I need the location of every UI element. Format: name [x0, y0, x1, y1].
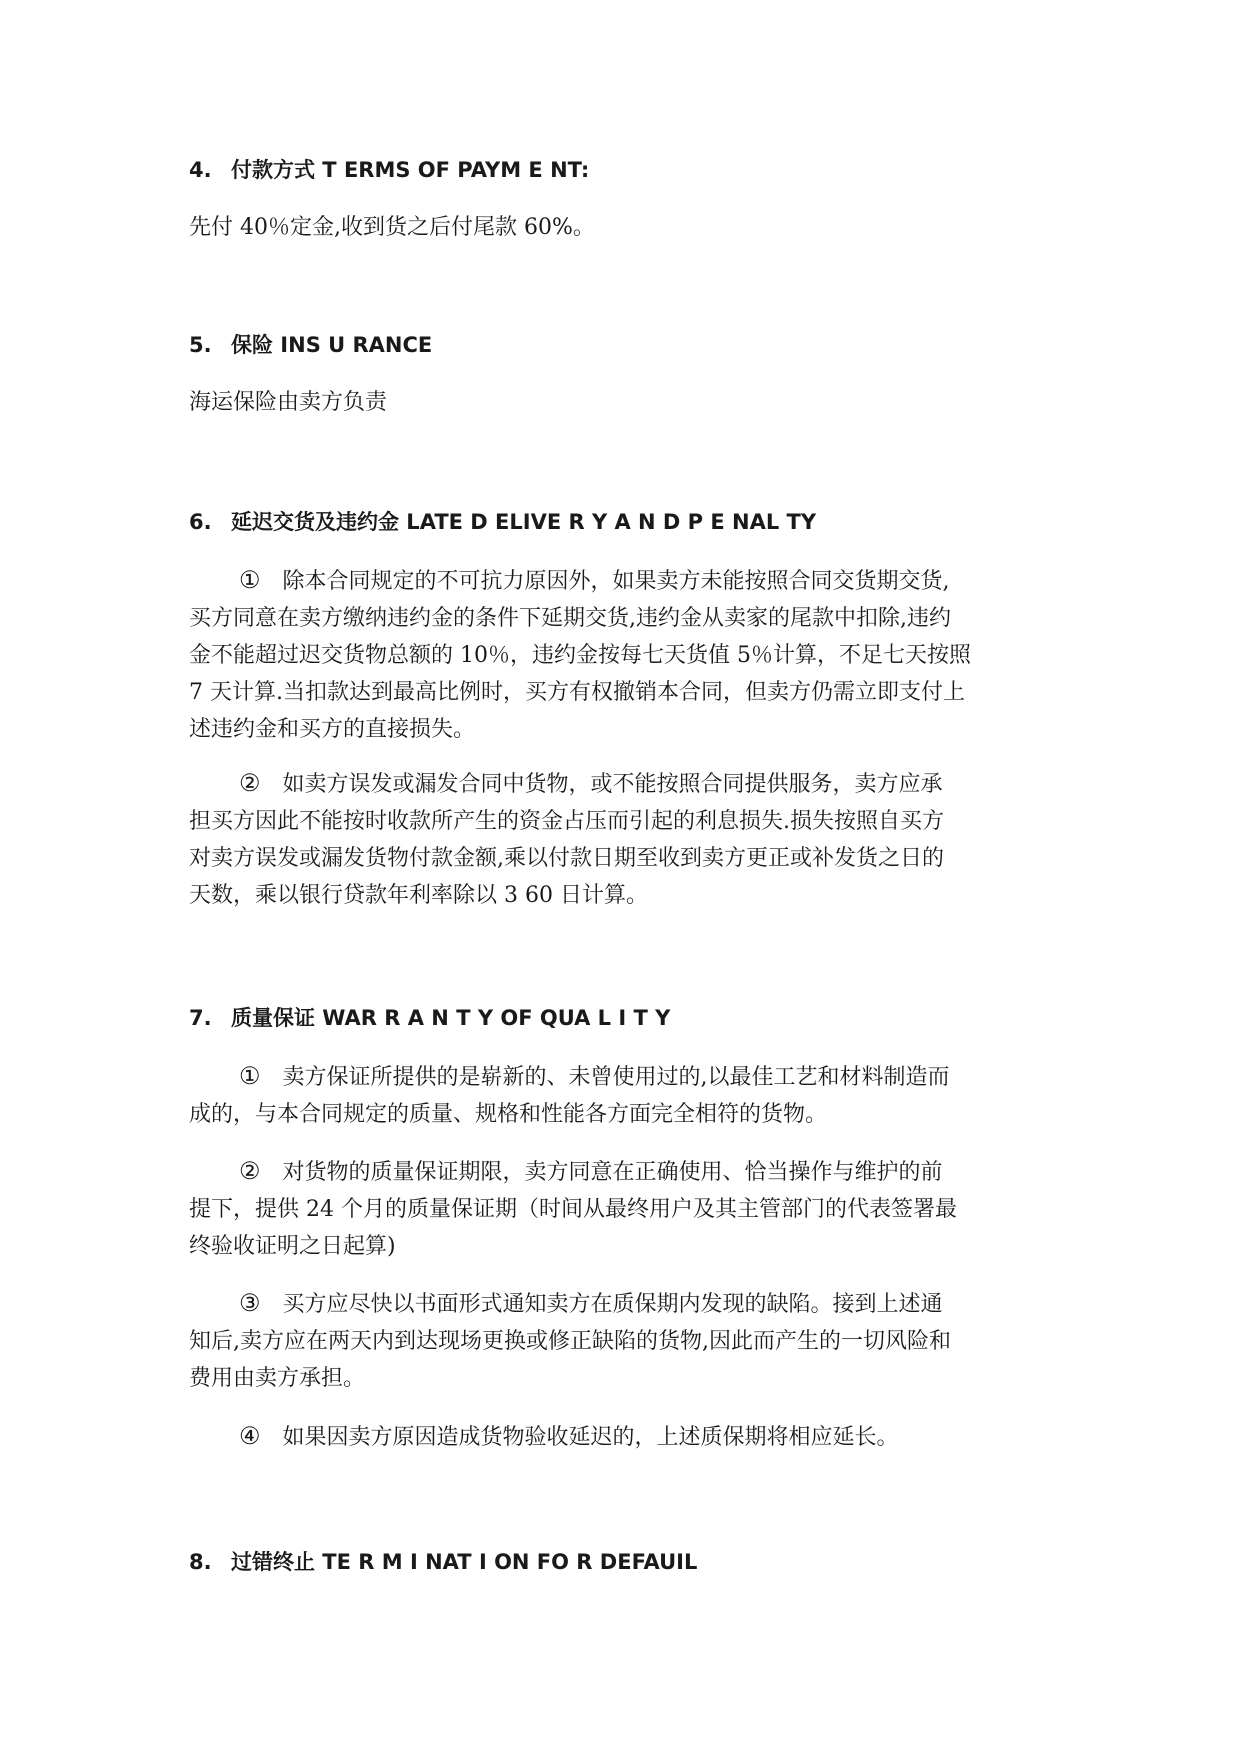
paragraph-line: 述违约金和买方的直接损失。: [189, 717, 476, 742]
paragraph-line: 费用由卖方承担。: [189, 1366, 366, 1391]
paragraph-line: 天数，乘以银行贷款年利率除以 3 60 日计算。: [189, 883, 648, 908]
paragraph-line: ① 除本合同规定的不可抗力原因外，如果卖方未能按照合同交货期交货,: [189, 562, 1053, 600]
section-6-paragraph-2: [189, 765, 1053, 914]
paragraph-line: 7 天计算.当扣款达到最高比例时，买方有权撤销本合同，但卖方仍需立即支付上: [189, 680, 965, 705]
section-title: 付款方式 T ERMS OF PAYM E NT:: [231, 158, 590, 182]
section-4-heading: [189, 155, 589, 185]
paragraph-line: 终验收证明之日起算): [189, 1234, 396, 1259]
section-5-heading: [189, 330, 432, 360]
section-number: 5.: [189, 333, 212, 357]
circled-number-2: ②: [239, 769, 261, 797]
section-7-paragraph-4: [189, 1418, 1053, 1456]
circled-number-1: ①: [239, 1062, 261, 1090]
section-title: 延迟交货及违约金 LATE D ELIVE R Y A N D P E NAL TY: [231, 510, 817, 534]
circled-number-3: ③: [239, 1289, 261, 1317]
section-6-paragraph-1: [189, 562, 1053, 748]
circled-number-4: ④: [239, 1422, 261, 1450]
paragraph-line: ④ 如果因卖方原因造成货物验收延迟的，上述质保期将相应延长。: [189, 1418, 1053, 1456]
paragraph-line: ① 卖方保证所提供的是崭新的、未曾使用过的,以最佳工艺和材料制造而: [189, 1058, 1053, 1096]
paragraph-line: 对卖方误发或漏发货物付款金额,乘以付款日期至收到卖方更正或补发货之日的: [189, 846, 944, 871]
section-6-heading: [189, 507, 816, 537]
section-title: 质量保证 WAR R A N T Y OF QUA L I T Y: [231, 1006, 671, 1030]
section-8-heading: [189, 1547, 697, 1577]
section-7-paragraph-2: [189, 1153, 1053, 1265]
paragraph-line: ② 对货物的质量保证期限，卖方同意在正确使用、恰当操作与维护的前: [189, 1153, 1053, 1191]
section-number: 8.: [189, 1550, 212, 1574]
paragraph-line: 提下，提供 24 个月的质量保证期（时间从最终用户及其主管部门的代表签署最: [189, 1197, 957, 1222]
section-5-body: 海运保险由卖方负责: [189, 390, 388, 415]
section-number: 4.: [189, 158, 212, 182]
section-4-body: 先付 40％定金,收到货之后付尾款 60%。: [189, 215, 595, 240]
paragraph-line: ③ 买方应尽快以书面形式通知卖方在质保期内发现的缺陷。接到上述通: [189, 1285, 1053, 1323]
circled-number-1: ①: [239, 566, 261, 594]
paragraph-line: 知后,卖方应在两天内到达现场更换或修正缺陷的货物,因此而产生的一切风险和: [189, 1329, 951, 1354]
section-7-paragraph-1: [189, 1058, 1053, 1133]
paragraph-line: 买方同意在卖方缴纳违约金的条件下延期交货,违约金从卖家的尾款中扣除,违约: [189, 606, 951, 631]
circled-number-2: ②: [239, 1157, 261, 1185]
section-title: 过错终止 TE R M I NAT I ON FO R DEFAUIL: [231, 1550, 698, 1574]
section-number: 6.: [189, 510, 212, 534]
section-number: 7.: [189, 1006, 212, 1030]
paragraph-line: 担买方因此不能按时收款所产生的资金占压而引起的利息损失.损失按照自买方: [189, 809, 944, 834]
paragraph-line: 金不能超过迟交货物总额的 10％，违约金按每七天货值 5％计算，不足七天按照: [189, 643, 971, 668]
paragraph-line: 成的，与本合同规定的质量、规格和性能各方面完全相符的货物。: [189, 1102, 828, 1127]
paragraph-line: ② 如卖方误发或漏发合同中货物，或不能按照合同提供服务，卖方应承: [189, 765, 1053, 803]
section-title: 保险 INS U RANCE: [231, 333, 433, 357]
section-7-paragraph-3: [189, 1285, 1053, 1397]
section-7-heading: [189, 1003, 670, 1033]
